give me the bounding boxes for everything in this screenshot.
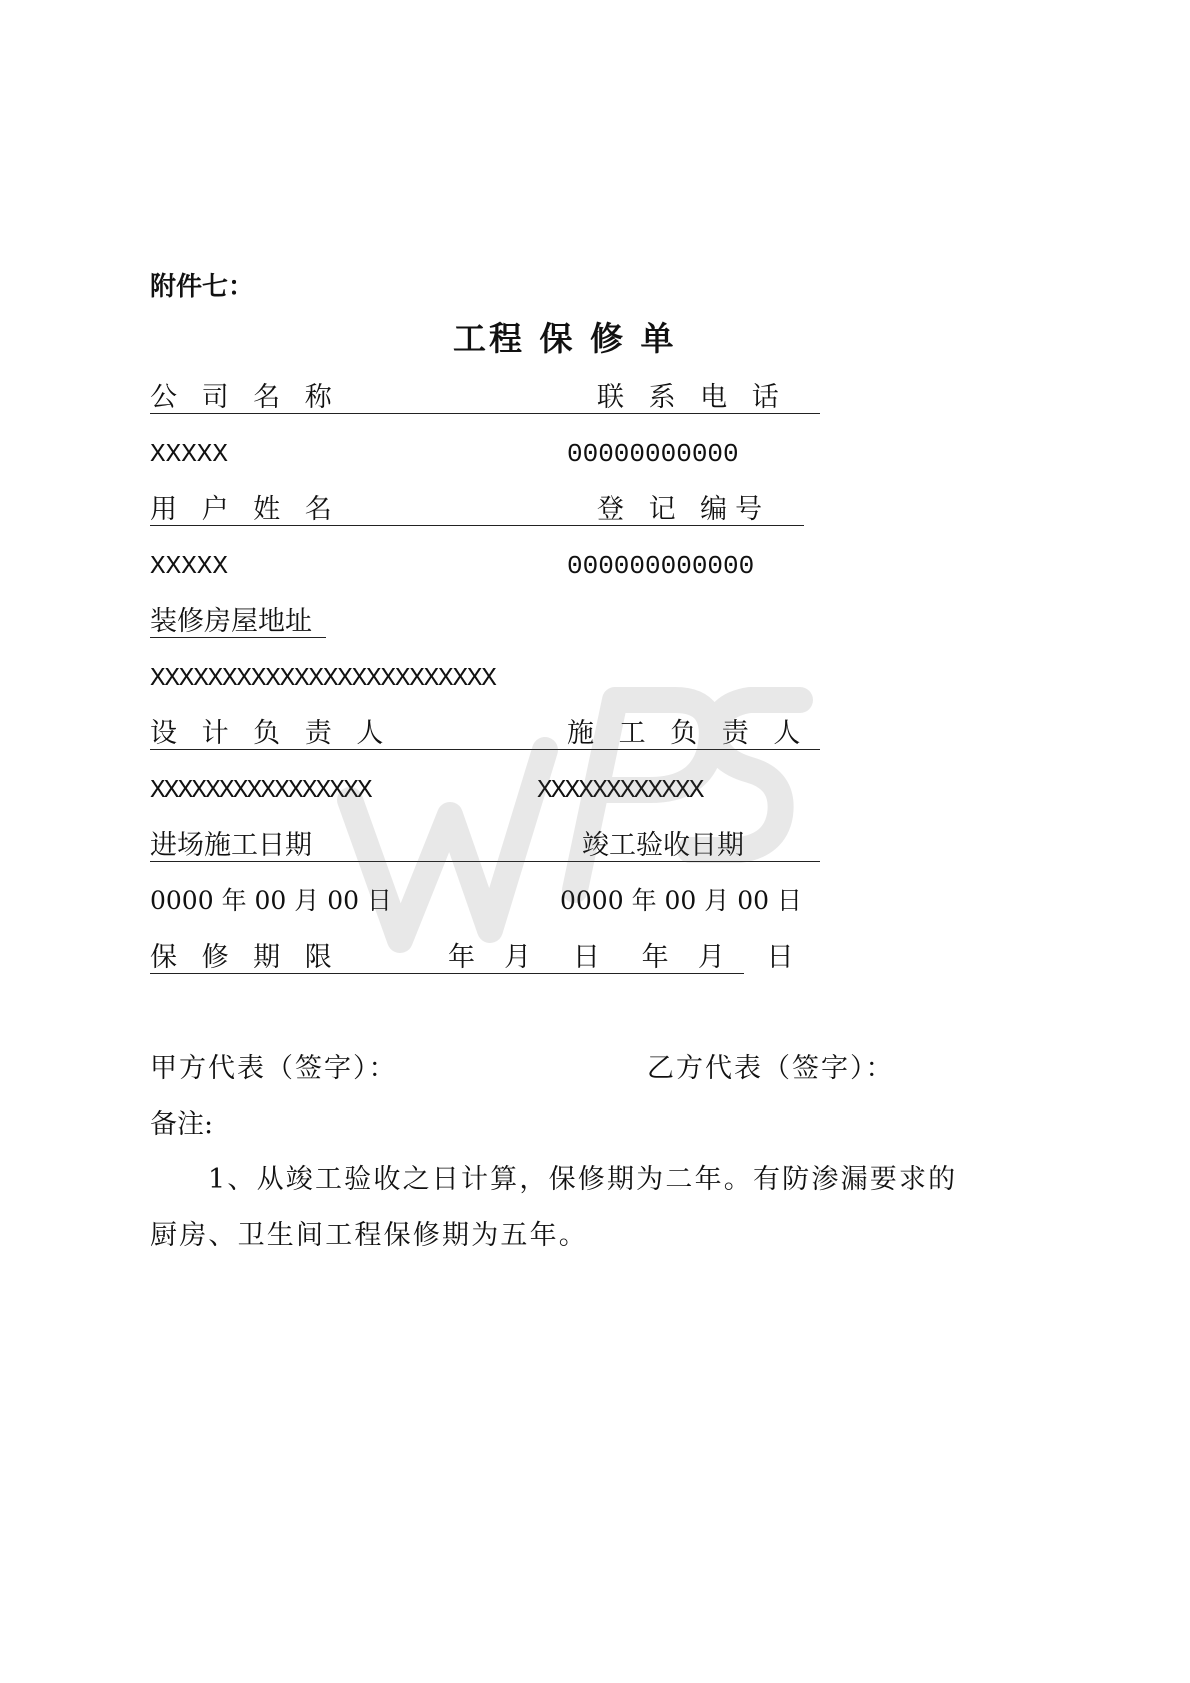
registration-number-label: 登 记 编号 (597, 494, 771, 525)
remarks-line-2: 厨房、卫生间工程保修期为五年。 (150, 1220, 588, 1251)
start-date-label: 进场施工日期 (150, 830, 312, 861)
builder-label: 施 工 负 责 人 (567, 718, 809, 749)
document-title: 工程 保 修 单 (453, 319, 677, 358)
company-name-value: XXXXX (150, 439, 229, 469)
party-b-signature: 乙方代表（签字）： (647, 1053, 895, 1084)
phone-label: 联 系 电 话 (597, 382, 787, 413)
address-label: 装修房屋地址 (150, 606, 312, 637)
start-date-value: 0000 年 00 月 00 日 (150, 886, 392, 915)
designer-value: XXXXXXXXXXXXXXXX (150, 775, 371, 805)
remarks-line-1: 1、从竣工验收之日计算，保修期为二年。有防渗漏要求的 (208, 1164, 958, 1195)
phone-value: 00000000000 (567, 439, 739, 469)
company-phone-underline (150, 413, 820, 414)
remarks-label: 备注: (150, 1109, 214, 1140)
designer-label: 设 计 负 责 人 (150, 718, 392, 749)
acceptance-date-label: 竣工验收日期 (582, 830, 744, 861)
user-name-label: 用 户 姓 名 (150, 494, 340, 525)
wps-watermark-logo (330, 640, 830, 973)
user-name-value: XXXXX (150, 551, 229, 581)
builder-value: XXXXXXXXXXXX (537, 775, 703, 805)
warranty-period-label: 保 修 期 限 (150, 942, 340, 973)
company-name-label: 公 司 名 称 (150, 382, 340, 413)
user-reg-underline (150, 525, 804, 526)
registration-number-value: 000000000000 (567, 551, 755, 581)
attachment-label: 附件七： (150, 272, 255, 302)
address-value: XXXXXXXXXXXXXXXXXXXXXXXX (150, 663, 496, 693)
address-underline (150, 637, 326, 638)
warranty-underline (150, 973, 744, 974)
warranty-period-range: 年 月 日 年 月 日 (448, 942, 798, 973)
party-a-signature: 甲方代表（签字）： (150, 1053, 398, 1084)
acceptance-date-value: 0000 年 00 月 00 日 (560, 886, 802, 915)
